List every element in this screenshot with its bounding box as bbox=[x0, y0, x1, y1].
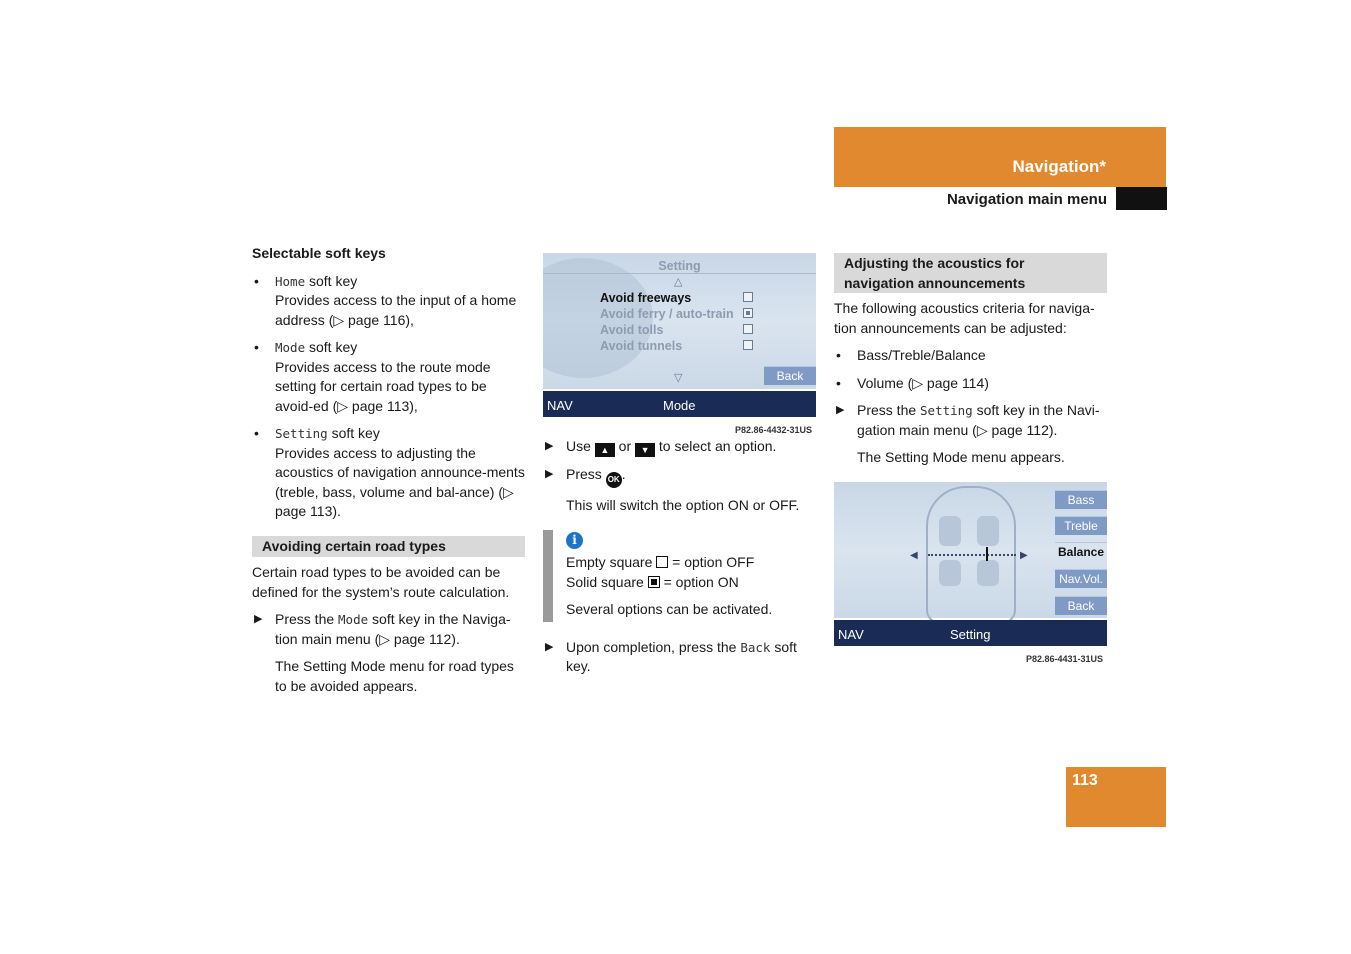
column-middle bbox=[543, 253, 816, 685]
note-text: = option OFF bbox=[668, 554, 755, 570]
info-icon: i bbox=[566, 532, 583, 549]
step-text: or bbox=[614, 438, 636, 454]
ok-button-icon: OK bbox=[606, 472, 622, 488]
list-item: • Bass/Treble/Balance bbox=[834, 346, 1107, 366]
scroll-up-icon[interactable]: △ bbox=[674, 276, 683, 288]
step-softkey: Back bbox=[740, 639, 771, 655]
bar-setting-label: Setting bbox=[950, 626, 991, 642]
info-note bbox=[543, 530, 816, 620]
step-text: soft key in the Naviga-tion main menu (▷ page 112). bbox=[275, 611, 511, 647]
column-left bbox=[252, 244, 525, 704]
option-avoid-tunnels[interactable]: Avoid tunnels bbox=[600, 339, 683, 353]
seat-icon bbox=[977, 516, 999, 546]
screen-status-bar bbox=[543, 391, 816, 417]
bar-nav-label: NAV bbox=[547, 398, 573, 413]
seat-icon bbox=[977, 560, 999, 586]
step-text: Press the bbox=[275, 611, 339, 627]
option-avoid-freeways[interactable]: Avoid freeways bbox=[600, 291, 692, 305]
note-bar bbox=[543, 530, 553, 622]
list-item bbox=[252, 338, 525, 416]
step-softkey: Setting bbox=[920, 403, 973, 418]
acoustics-setting-screen bbox=[834, 482, 1107, 664]
header-tab-marker bbox=[1116, 187, 1167, 210]
up-arrow-key-icon: ▲ bbox=[595, 443, 615, 457]
instruction-step bbox=[543, 638, 816, 677]
arrow-right-icon: ▶ bbox=[545, 440, 554, 452]
step-softkey: Mode bbox=[338, 612, 369, 627]
instruction-step bbox=[834, 401, 1107, 440]
scroll-down-icon[interactable]: ▽ bbox=[674, 372, 683, 384]
empty-square-icon bbox=[656, 556, 668, 568]
softkeys-list bbox=[252, 272, 525, 522]
arrow-right-icon: ▶ bbox=[545, 468, 554, 480]
step-result: The Setting Mode menu appears. bbox=[857, 449, 1065, 465]
softkeys-heading: Selectable soft keys bbox=[252, 245, 386, 261]
bass-softkey[interactable]: Bass bbox=[1055, 490, 1107, 509]
step-text: Press bbox=[566, 466, 606, 482]
balance-left-icon[interactable]: ◀ bbox=[910, 549, 918, 561]
treble-softkey[interactable]: Treble bbox=[1055, 516, 1107, 535]
arrow-right-icon: ▶ bbox=[545, 640, 554, 653]
balance-softkey[interactable]: Balance bbox=[1055, 542, 1107, 561]
acoustics-list bbox=[834, 346, 1107, 393]
list-item: • Volume (▷ page 114) bbox=[834, 374, 1107, 394]
road-types-section-title: Avoiding certain road types bbox=[252, 536, 525, 558]
seat-icon bbox=[939, 516, 961, 546]
subsection-title: Navigation main menu bbox=[946, 191, 1107, 208]
instruction-step bbox=[543, 437, 816, 457]
checkbox-checked-icon[interactable] bbox=[743, 308, 753, 318]
instruction-step bbox=[252, 610, 525, 649]
screen-title: Setting bbox=[658, 259, 701, 273]
softkey-desc: Provides access to the input of a home address (▷ page 116), bbox=[275, 292, 517, 328]
softkey-suffix: soft key bbox=[305, 339, 358, 355]
softkey-desc: Provides access to the route mode setting for certain road types to be avoid-ed (▷ page 113), bbox=[275, 358, 491, 414]
softkey-suffix: soft key bbox=[305, 272, 358, 289]
switch-info: This will switch the option ON or OFF. bbox=[566, 497, 800, 513]
arrow-right-icon: ▶ bbox=[836, 404, 845, 416]
note-several: Several options can be activated. bbox=[566, 601, 773, 617]
step-text: soft key. bbox=[566, 638, 797, 674]
list-item bbox=[252, 424, 525, 522]
acoustics-section-title: Adjusting the acoustics for navigation announcements bbox=[834, 253, 1107, 293]
bar-mode-label: Mode bbox=[663, 398, 696, 413]
list-item bbox=[252, 272, 525, 331]
step-text: Press the bbox=[857, 402, 921, 418]
note-text: Solid square bbox=[566, 573, 648, 590]
step-result: The Setting Mode menu for road types to be avoided appears. bbox=[275, 658, 514, 694]
road-types-intro: Certain road types to be avoided can be defined for the system’s route calculation. bbox=[252, 564, 510, 600]
note-text: Empty square bbox=[566, 554, 657, 570]
back-softkey[interactable]: Back bbox=[764, 366, 816, 385]
balance-slider-marker[interactable] bbox=[986, 547, 988, 561]
softkey-desc: Provides access to adjusting the acoustics of navigation announce-ments (treble, bass, volume and bal-ance) (▷ page 113). bbox=[275, 444, 525, 519]
step-text: . bbox=[621, 466, 626, 482]
balance-slider-track[interactable] bbox=[928, 554, 1016, 556]
balance-right-icon[interactable]: ▶ bbox=[1020, 549, 1028, 561]
screen-display bbox=[834, 482, 1107, 618]
image-caption: P82.86-4432-31US bbox=[734, 425, 812, 435]
image-caption: P82.86-4431-31US bbox=[1025, 653, 1103, 664]
checkbox-icon[interactable] bbox=[743, 340, 753, 350]
seat-icon bbox=[939, 560, 961, 586]
mode-setting-screen bbox=[543, 253, 816, 435]
down-arrow-key-icon: ▼ bbox=[635, 443, 655, 457]
section-header-banner bbox=[834, 127, 1166, 187]
softkey-name: Setting bbox=[275, 426, 328, 441]
note-text: = option ON bbox=[659, 573, 739, 590]
step-text: soft key in the Navi-gation main menu (▷ page 112). bbox=[857, 402, 1100, 438]
option-avoid-ferry[interactable]: Avoid ferry / auto-train bbox=[600, 307, 734, 321]
softkey-name: Home bbox=[275, 273, 306, 289]
bar-nav-label: NAV bbox=[838, 626, 864, 642]
acoustics-intro: The following acoustics criteria for naviga-tion announcements can be adjusted: bbox=[834, 300, 1095, 336]
screen-status-bar bbox=[834, 620, 1107, 646]
nav-vol-softkey[interactable]: Nav.Vol. bbox=[1055, 569, 1107, 588]
softkey-suffix: soft key bbox=[327, 425, 380, 441]
step-text: Upon completion, press the bbox=[566, 638, 741, 655]
option-avoid-tolls[interactable]: Avoid tolls bbox=[600, 323, 664, 337]
checkbox-icon[interactable] bbox=[743, 324, 753, 334]
step-text: to select an option. bbox=[655, 438, 777, 454]
softkey-name: Mode bbox=[275, 340, 306, 355]
screen-display bbox=[543, 253, 816, 389]
section-title: Navigation* bbox=[1012, 157, 1106, 176]
instruction-step bbox=[543, 465, 816, 488]
step-text: Use bbox=[566, 438, 595, 454]
back-softkey[interactable]: Back bbox=[1055, 596, 1107, 615]
column-right bbox=[834, 253, 1107, 664]
arrow-right-icon: ▶ bbox=[254, 613, 263, 625]
page-number-box bbox=[1066, 767, 1166, 827]
checkbox-icon[interactable] bbox=[743, 292, 753, 302]
page-number: 113 bbox=[1072, 772, 1098, 789]
solid-square-icon bbox=[648, 576, 660, 588]
